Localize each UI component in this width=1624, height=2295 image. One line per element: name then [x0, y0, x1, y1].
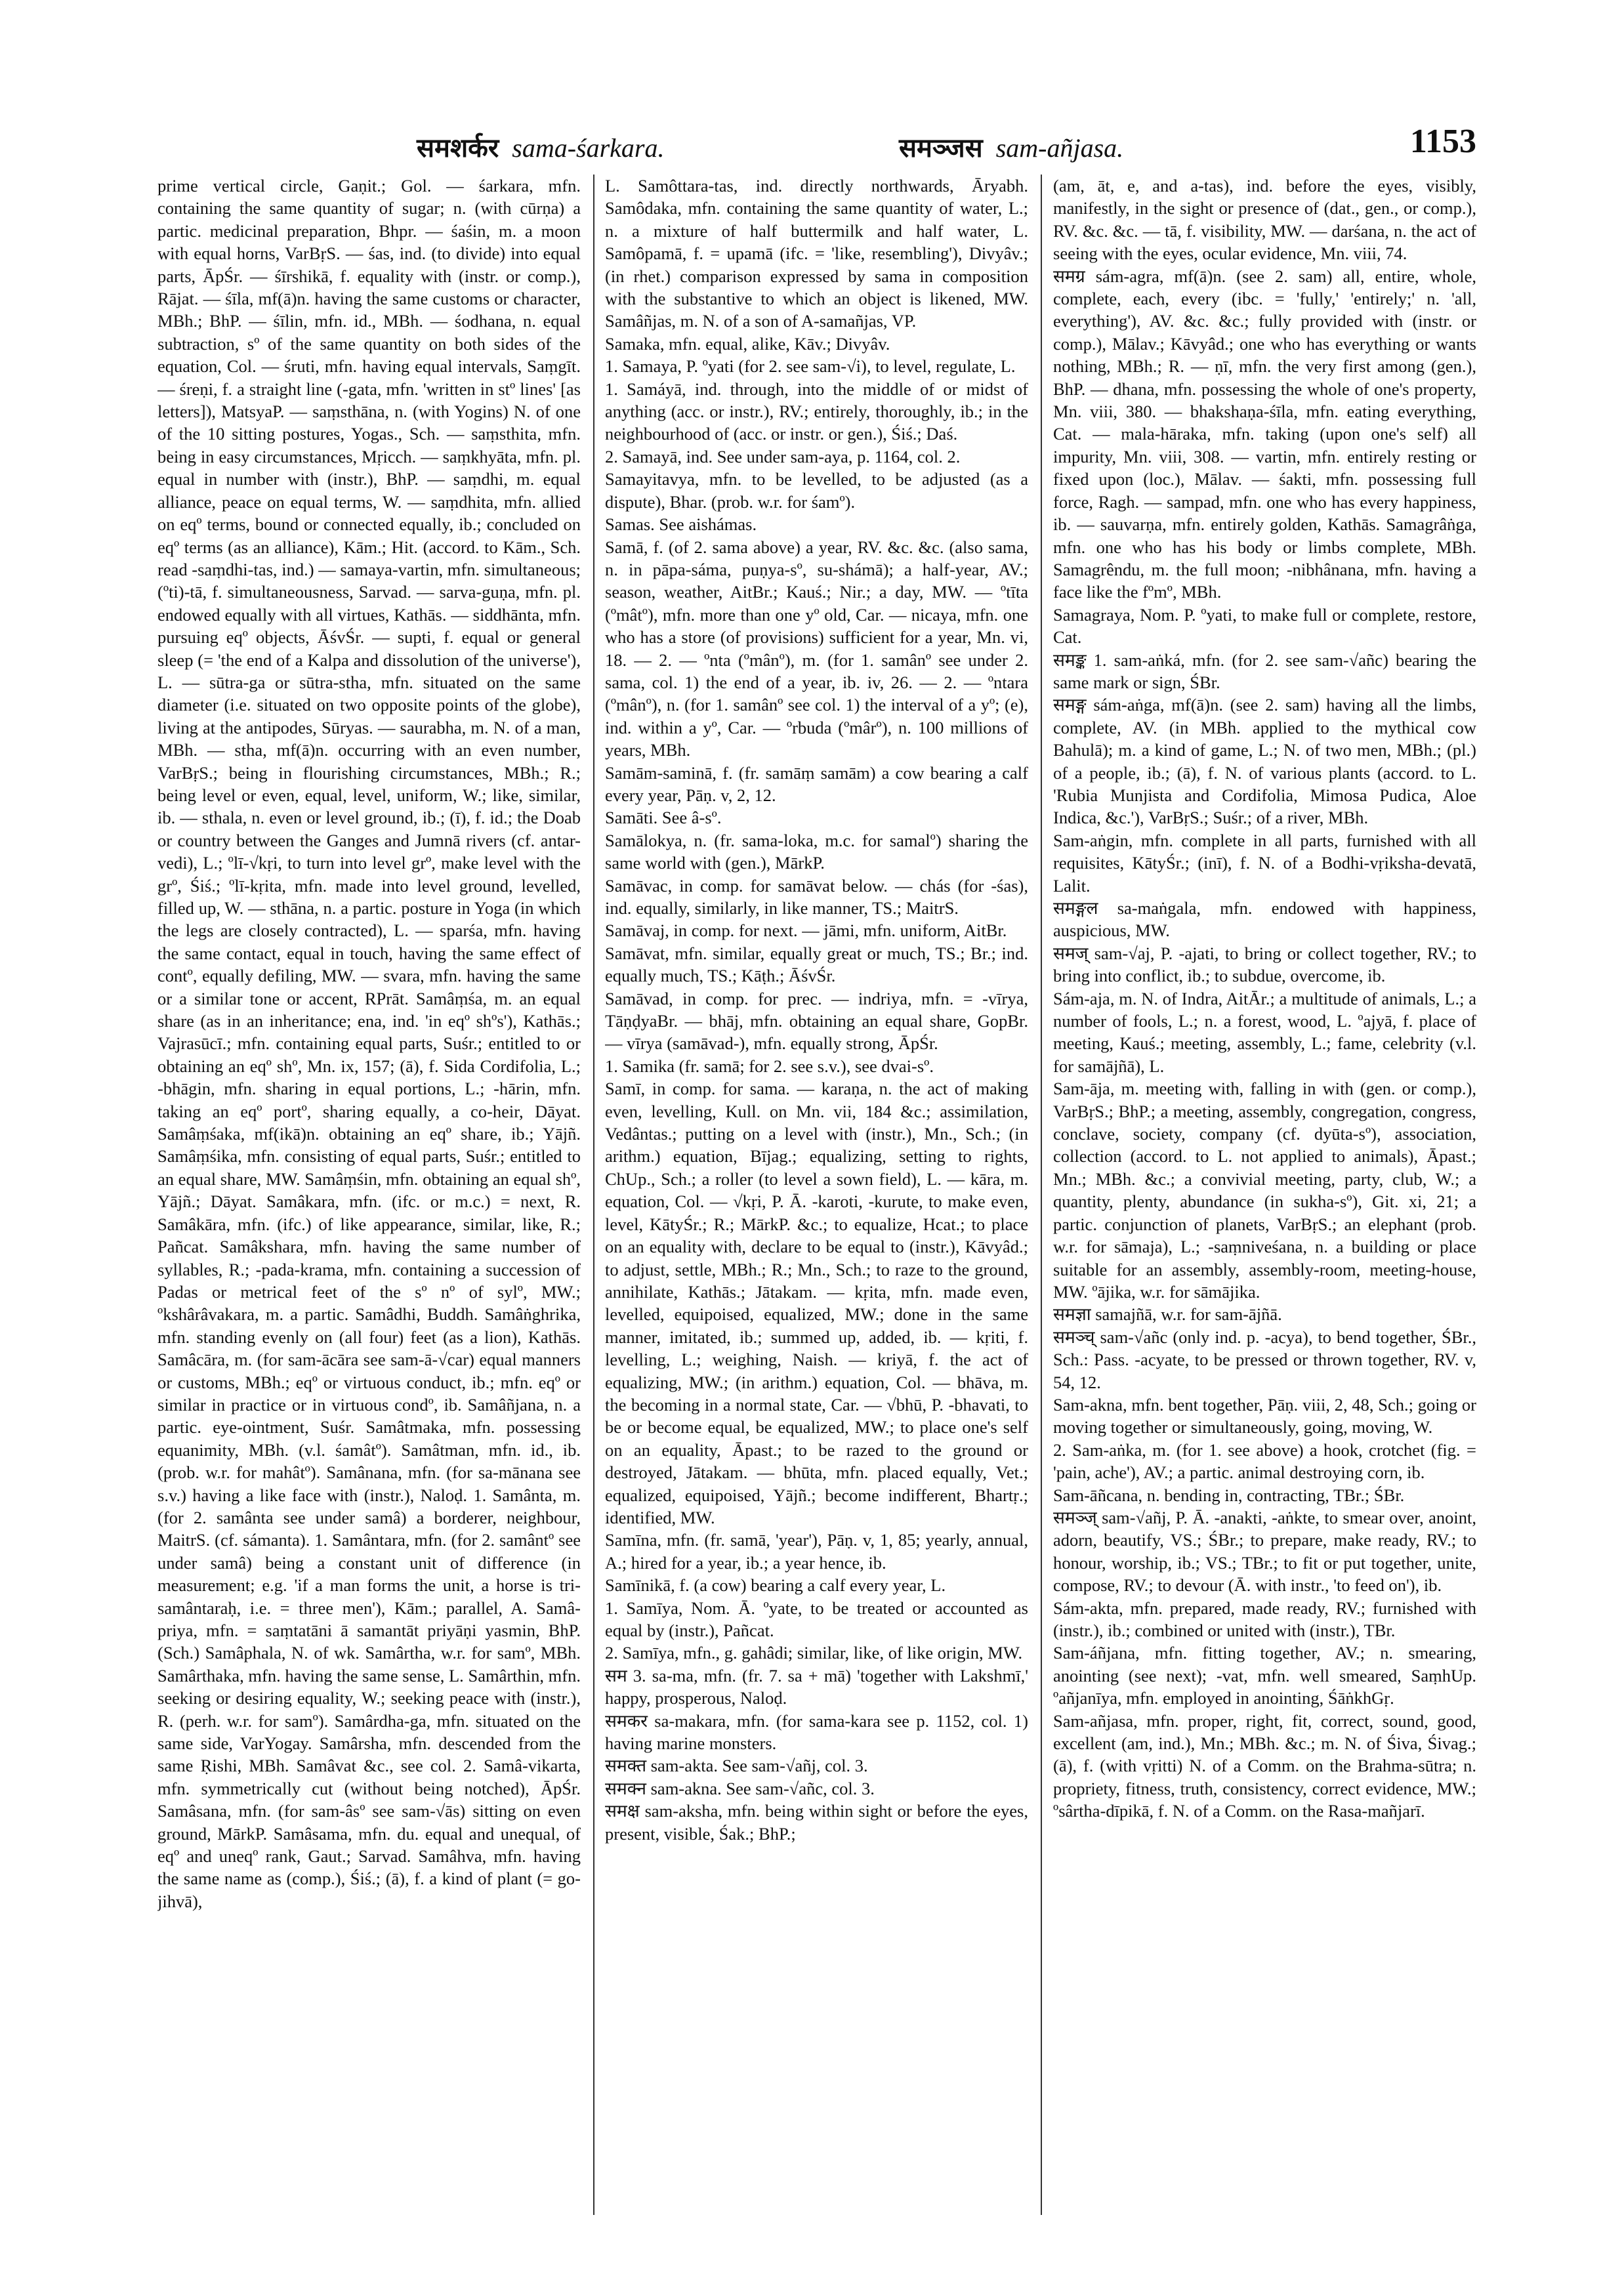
dictionary-entry: समङ्गल sa-maṅgala, mfn. endowed with happiness, auspicious, MW.: [1053, 898, 1476, 941]
dictionary-entry: 2. Samīya, mfn., g. gahâdi; similar, like, of like origin, MW.: [605, 1643, 1023, 1663]
dictionary-entry: समञ्च् sam-√añc (only ind. p. -acya), to bend together, ŚBr., Sch.: Pass. -acyate, to be pressed or thrown together, RV. v, 54, 12.: [1053, 1327, 1476, 1392]
dictionary-entry: समक्न sam-akna. See sam-√añc, col. 3.: [605, 1778, 875, 1798]
dictionary-entry: Samāvaj, in comp. for next. — jāmi, mfn. uniform, AitBr.: [605, 920, 1007, 941]
dictionary-entry: Samas. See aishámas.: [605, 514, 757, 535]
dictionary-entry: Samāti. See â-sº.: [605, 808, 722, 828]
left-headword-devanagari: समशर्कर: [417, 133, 499, 163]
left-running-head: [417, 129, 664, 165]
dictionary-entry: 1. Samáyā, ind. through, into the middle of or midst of anything (acc. or instr.), RV.; entirely, thoroughly, ib.; in the neighbourhood of (acc. or instr. or gen.), Śiś.; Daś.: [605, 379, 1028, 444]
dictionary-entry: समञ्ज् sam-√añj, P. Ā. -anakti, -aṅkte, to smear over, anoint, adorn, beautify, VS.; ŚBr.; to prepare, make ready, RV.; to honour, worship, ib.; VS.; TBr.; to fit or put together, unite, compose, RV.; to devour (Ā. with instr., 'to feed on'), ib.: [1053, 1507, 1476, 1596]
dictionary-entry: Sám-akta, mfn. prepared, made ready, RV.; furnished with (instr.), ib.; combined or united with (instr.), TBr.: [1053, 1598, 1476, 1640]
dictionary-entry: 1. Samika (fr. samā; for 2. see s.v.), see dvai-sº.: [605, 1056, 934, 1076]
page-header: [157, 122, 1476, 168]
dictionary-entry: समक्त sam-akta. See sam-√añj, col. 3.: [605, 1756, 868, 1776]
column-divider: [593, 175, 594, 2215]
dictionary-entry: समङ्ग sám-aṅga, mf(ā)n. (see 2. sam) having all the limbs, complete, AV. (in MBh. applied to the mythical cow Bahulā); m. a kind of game, L.; N. of two men, MBh.; (pl.) of a people, ib.; (ā), f. N. of various plants (accord. to L. 'Rubia Munjista and Cordifolia, Mimosa Pudica, Aloe Indica, &c.'), VarBṛS.; Suśr.; of a river, MBh.: [1053, 695, 1476, 828]
dictionary-entry: Samaka, mfn. equal, alike, Kāv.; Divyâv.: [605, 333, 890, 354]
dictionary-entry: Sam-akna, mfn. bent together, Pāṇ. viii, 2, 48, Sch.; going or moving together or simultaneously, going, moving, W.: [1053, 1394, 1476, 1437]
dictionary-entry: 2. Sam-aṅka, m. (for 1. see above) a hook, crotchet (fig. = 'pain, ache'), AV.; a partic. animal destroying corn, ib.: [1053, 1439, 1476, 1483]
dictionary-entry: समज् sam-√aj, P. -ajati, to bring or collect together, RV.; to bring into conflict, ib.; to subdue, overcome, ib.: [1053, 943, 1476, 986]
right-headword-devanagari: समञ्जस: [899, 133, 983, 163]
dictionary-entry: Samāvac, in comp. for samāvat below. — chás (for -śas), ind. equally, similarly, in like manner, TS.; MaitrS.: [605, 875, 1028, 918]
dictionary-entry: 2. Samayā, ind. See under sam-aya, p. 1164, col. 2.: [605, 446, 961, 466]
dictionary-entry: 1. Samaya, P. ºyati (for 2. see sam-√i), to level, regulate, L.: [605, 356, 1016, 377]
dictionary-entry: prime vertical circle, Gaṇit.; Gol. — śarkara, mfn. containing the same quantity of sugar; n. (with cūrṇa) a partic. medicinal preparation, Bhpr. — śaśin, m. a moon with equal horns, VarBṛS. — śas, ind. (to divide) into equal parts, ĀpŚr. — śīrshikā, f. equality with (instr. or comp.), Rājat. — śīla, mf(ā)n. having the same customs or character, MBh.; BhP. — śīlin, mfn. id., MBh. — śodhana, n. equal subtraction, sº of the same quantity on both sides of the equation, Col. — śruti, mfn. having equal intervals, Saṃgīt. — śreṇi, f. a straight line (-gata, mfn. 'written in stº lines' [as letters]), MatsyaP. — saṃsthāna, n. (with Yogins) N. of one of the 10 sitting postures, Yogas., Sch. — saṃsthita, mfn. being in easy circumstances, Mṛicch. — saṃkhyāta, mfn. pl. equal in number with (instr.), BhP. — saṃdhi, m. equal alliance, peace on equal terms, W. — saṃdhita, mfn. allied on eqº terms, bound or connected equally, ib.; concluded on eqº terms (as an alliance), Kām.; Hit. (accord. to Kām., Sch. read -saṃdhi-tas, ind.) — samaya-vartin, mfn. simultaneous; (ºti)-tā, f. simultaneousness, Sarvad. — sarva-guṇa, mfn. pl. endowed equally with all virtues, Kathās. — siddhānta, mfn. pursuing eqº objects, ĀśvŚr. — supti, f. equal or general sleep (= 'the end of a Kalpa and dissolution of the universe'), L. — sūtra-ga or sūtra-stha, mfn. situated on the same diameter (i.e. situated on two opposite points of the globe), living at the antipodes, Sūryas. — saurabha, m. N. of a man, MBh. — stha, mf(ā)n. occurring with an even number, VarBṛS.; being in flourishing circumstances, MBh.; R.; being level or even, equal, level, uniform, W.; like, similar, ib. — sthala, n. even or level ground, ib.; (ī), f. id.; the Doab or country between the Ganges and Jumnā rivers (cf. antar-vedi), L.; ºlī-√kṛi, to turn into level grº, make level with the grº, Śiś.; ºlī-kṛita, mfn. made into level ground, levelled, filled up, W. — sthāna, n. a partic. posture in Yoga (in which the legs are closely contracted), L. — sparśa, mfn. having the same contact, equal in touch, having the same effect of contº, equally defiling, MW. — svara, mfn. having the same or a similar tone or accent, RPrāt. Samâṃśa, m. an equal share (as in an inheritance; ena, ind. 'in eqº shºs'), Kathās.; Vajrasūcī.; mfn. containing equal parts, Suśr.; entitled to or obtaining an eqº shº, Mn. ix, 157; (ā), f. Sida Cordifolia, L.; -bhāgin, mfn. sharing in equal portions, L.; -hārin, mfn. taking an eqº portº, sharing equally, a co-heir, Dāyat. Samâṃśaka, mf(ikā)n. obtaining an eqº share, ib.; Yājñ. Samâṃśika, mfn. consisting of equal parts, Suśr.; entitled to an equal share, MW. Samâṃśin, mfn. obtaining an equal shº, Yājñ.; Dāyat. Samâkara, mfn. (ifc. or m.c.) = next, R. Samâkāra, mfn. (ifc.) of like appearance, similar, like, R.; Pañcat. Samâkshara, mfn. having the same number of syllables, R.; -pada-krama, mfn. containing a succession of Padas or metrical feet of the sº nº of sylº, MW.; ºkshârâvakara, m. a partic. Samâdhi, Buddh. Samâṅghrika, mfn. standing evenly on (all four) feet (as a lion), Kathās. Samâcāra, m. (for sam-ācāra see sam-ā-√car) equal manners or customs, MBh.; eqº or virtuous conduct, ib.; mfn. eqº or similar in practice or in virtuous condº, ib. Samâñjana, n. a partic. eye-ointment, Suśr. Samâtmaka, mfn. possessing equanimity, MBh. (v.l. śamâtº). Samâtman, mfn. id., ib. (prob. w.r. for mahâtº). Samânana, mfn. (for sa-mānana see s.v.) having a like face with (instr.), Naloḍ. 1. Samânta, m. (for 2. samânta see under samâ) a borderer, neighbour, MaitrS. (cf. sámanta). 1. Samântara, mfn. (for 2. samântº see under samâ) being a constant unit of difference (in measurement; e.g. 'if a man forms the unit, a horse is tri-samântaraḥ, i.e. = three men'), Kām.; parallel, A. Samâ-priya, mfn. = saṃtatāni ā samantāt priyāṇi yasmin, BhP. (Sch.) Samâphala, N. of wk. Samârtha, w.r. for samº, MBh. Samârthaka, mfn. having the same sense, L. Samârthin, mfn. seeking or desiring equality, W.; seeking peace with (instr.), R. (perh. w.r. for samº). Samârdha-ga, mfn. situated on the same side, VarYogay. Samârsha, mfn. descended from the same Ṛishi, MBh. Samâvat &c., see col. 2. Samâ-vikarta, mfn. symmetrically cut (without being notched), ĀpŚr. Samâsana, mfn. (for sam-âsº see sam-√ās) sitting on even ground, MārkP. Samâsama, mfn. du. equal and unequal, of eqº and uneqº rank, Gaut.; Sarvad. Samâhva, mfn. having the same name as (comp.), Śiś.; (ā), f. a kind of plant (= go-jihvā),: [157, 176, 581, 1911]
dictionary-entry: समङ्क 1. sam-aṅká, mfn. (for 2. see sam-√añc) bearing the same mark or sign, ŚBr.: [1053, 650, 1476, 692]
dictionary-entry: Sam-añjasa, mfn. proper, right, fit, correct, sound, good, excellent (am, ind.), Mn.; MBh. &c.; m. N. of Śiva, Śivag.; (ā), f. (with vṛitti) N. of a Comm. on the Brahma-sūtra; n. propriety, fitness, truth, consistency, correct evidence, MW.; ºsârtha-dīpikā, f. N. of a Comm. on the Rasa-mañjarī.: [1053, 1710, 1476, 1821]
dictionary-entry: सम 3. sa-ma, mfn. (fr. 7. sa + mā) 'together with Lakshmī,' happy, prosperous, Naloḍ.: [605, 1665, 1028, 1708]
right-headword-translit: sam-añjasa.: [995, 133, 1124, 163]
column-3: [1053, 175, 1476, 2215]
dictionary-entry: Sam-āja, m. meeting with, falling in with (gen. or comp.), VarBṛS.; BhP.; a meeting, assembly, congregation, congress, conclave, society, company (cf. dyūta-sº), association, collection (accord. to L. not applied to animals), Āpast.; Mn.; MBh. &c.; a convivial meeting, party, club, W.; a quantity, plenty, abundance (in sukha-sº), Git. xi, 21; a partic. conjunction of planets, VarBṛS.; an elephant (prob. w.r. for sāmaja), L.; -saṃniveśana, n. a building or place suitable for an assembly, assembly-room, meeting-house, MW. ºājika, w.r. for sāmājika.: [1053, 1079, 1476, 1302]
dictionary-entry: Samīnikā, f. (a cow) bearing a calf every year, L.: [605, 1575, 946, 1596]
dictionary-entry: Sam-āñcana, n. bending in, contracting, TBr.; ŚBr.: [1053, 1485, 1405, 1505]
column-2: [605, 175, 1028, 2215]
dictionary-entry: Sam-áñjana, mfn. fitting together, AV.; n. smearing, anointing (see next); -vat, mfn. well smeared, SaṃhUp. ºañjanīya, mfn. employed in anointing, ŚāṅkhGṛ.: [1053, 1643, 1476, 1708]
dictionary-entry: (am, āt, e, and a-tas), ind. before the eyes, visibly, manifestly, in the sight or presence of (dat., gen., or comp.), RV. &c. &c. — tā, f. visibility, MW. — darśana, n. the act of seeing with the eyes, ocular evidence, Mn. viii, 74.: [1053, 176, 1476, 264]
dictionary-entry: Sam-aṅgin, mfn. complete in all parts, furnished with all requisites, KātyŚr.; (inī), f. N. of a Bodhi-vṛiksha-devatā, Lalit.: [1053, 830, 1476, 896]
dictionary-entry: समक्ष sam-aksha, mfn. being within sight or before the eyes, present, visible, Śak.; BhP.;: [605, 1801, 1028, 1844]
dictionary-entry: समग्र sám-agra, mf(ā)n. (see 2. sam) all, entire, whole, complete, each, every (ibc. = 'fully,' 'entirely;' n. 'all, everything'), AV. &c. &c.; fully provided with (instr. or comp.), Mālav.; Kāvyâd.; one who has everything or wants nothing, MBh.; R. — ṇī, mfn. the very first among (gen.), BhP. — dhana, mfn. possessing the whole of one's property, Mn. viii, 380. — bhakshaṇa-śīla, mfn. eating everything, Cat. — mala-hāraka, mfn. taking (upon one's self) all impurity, Mn. viii, 308. — vartin, mfn. entirely resting or fixed upon (loc.), Mālav. — śakti, mfn. possessing full force, Ragh. — sampad, mfn. one who has every happiness, ib. — sauvarṇa, mfn. entirely golden, Kathās. Samagrâṅga, mfn. one who has his body or limbs complete, MBh. Samagrêndu, m. the full moon; -nibhânana, mfn. having a face like the fºmº, MBh.: [1053, 266, 1476, 602]
right-running-head: [899, 129, 1123, 165]
column-divider: [1041, 175, 1042, 2215]
dictionary-entry: Samī, in comp. for sama. — karaṇa, n. the act of making even, levelling, Kull. on Mn. vii, 184 &c.; assimilation, Vedântas.; putting on a level with (instr.), Mn., Sch.; (in arithm.) equation, Bījag.; equalizing, setting to rights, ChUp., Sch.; a roller (to level a sown field), L. — kāra, m. equation, Col. — √kṛi, P. Ā. -karoti, -kurute, to make even, level, KātyŚr.; R.; MārkP. &c.; to equalize, Hcat.; to place on an equality with, declare to be equal to (instr.), Kāvyâd.; to adjust, settle, MBh.; R.; Mn., Sch.; to raze to the ground, annihilate, Kathās.; Jātakam. — kṛita, mfn. made even, levelled, equipoised, equalized, MW.; done in the same manner, imitated, ib.; summed up, added, ib. — kṛiti, f. levelling, L.; weighing, Naish. — kriyā, f. the act of equalizing, MW.; (in arithm.) equation, Col. — bhāva, m. the becoming in a normal state, Car. — √bhū, P. -bhavati, to be or become equal, be equalized, MW.; to place one's self on an equality, Āpast.; to be razed to the ground or destroyed, Jātakam. — bhūta, mfn. placed equally, Vet.; equalized, equipoised, Yājñ.; become indifferent, Bhartṛ.; identified, MW.: [605, 1079, 1028, 1527]
dictionary-entry: Samālokya, n. (fr. sama-loka, m.c. for samalº) sharing the same world with (gen.), MārkP.: [605, 830, 1028, 873]
column-1: [157, 175, 581, 2215]
dictionary-entry: Samām-saminā, f. (fr. samāṃ samām) a cow bearing a calf every year, Pāṇ. v, 2, 12.: [605, 762, 1028, 805]
dictionary-entry: 1. Samīya, Nom. Ā. ºyate, to be treated or accounted as equal by (instr.), Pañcat.: [605, 1598, 1028, 1640]
dictionary-entry: Samayitavya, mfn. to be levelled, to be adjusted (as a dispute), Bhar. (prob. w.r. for śamº).: [605, 469, 1028, 512]
dictionary-entry: समकर sa-makara, mfn. (for sama-kara see p. 1152, col. 1) having marine monsters.: [605, 1710, 1028, 1754]
dictionary-entry: समज्ञा samajñā, w.r. for sam-ājñā.: [1053, 1304, 1282, 1325]
left-headword-translit: sama-śarkara.: [512, 133, 665, 163]
dictionary-entry: Samāvad, in comp. for prec. — indriya, mfn. = -vīrya, TāṇḍyaBr. — bhāj, mfn. obtaining an equal share, GopBr. — vīrya (samāvad-), mfn. equally strong, ĀpŚr.: [605, 988, 1028, 1054]
page-number: 1153: [1409, 123, 1476, 160]
text-columns: [157, 175, 1476, 2215]
dictionary-entry: Sám-aja, m. N. of Indra, AitĀr.; a multitude of animals, L.; a number of fools, L.; n. a forest, wood, L. ºajyā, f. place of meeting, Kauś.; meeting, assembly, L.; fame, celebrity (v.l. for samājñā), L.: [1053, 988, 1476, 1076]
dictionary-entry: L. Samôttara-tas, ind. directly northwards, Āryabh. Samôdaka, mfn. containing the same quantity of water, L.; n. a mixture of half buttermilk and half water, L. Samôpamā, f. = upamā (ifc. = 'like, resembling'), Divyâv.; (in rhet.) comparison expressed by sama in composition with the substantive to which an object is likened, MW. Samâñjas, m. N. of a son of A-samañjas, VP.: [605, 176, 1028, 331]
dictionary-entry: Samāvat, mfn. similar, equally great or much, TS.; Br.; ind. equally much, TS.; Kāṭh.; ĀśvŚr.: [605, 943, 1028, 986]
dictionary-entry: Samīna, mfn. (fr. samā, 'year'), Pāṇ. v, 1, 85; yearly, annual, A.; hired for a year, ib.; a year hence, ib.: [605, 1530, 1028, 1573]
dictionary-entry: Samā, f. (of 2. sama above) a year, RV. &c. &c. (also sama, n. in pāpa-sáma, puṇya-sº, su-shámā); a half-year, AV.; season, weather, AitBr.; Kauś.; Nir.; a day, MW. — ºtīta (ºmâtº), mfn. more than one yº old, Car. — nicaya, mfn. one who has a store (of provisions) sufficient for a year, Mn. vi, 18. — 2. — ºnta (ºmânº), m. (for 1. samânº see under 2. sama, col. 1) the end of a year, ib. iv, 26. — 2. — ºntara (ºmânº), n. (for 1. samânº see col. 1) the interval of a yº; (e), ind. within a yº, Car. — ºrbuda (ºmârº), n. 100 millions of years, MBh.: [605, 537, 1028, 760]
dictionary-entry: Samagraya, Nom. P. ºyati, to make full or complete, restore, Cat.: [1053, 604, 1476, 648]
